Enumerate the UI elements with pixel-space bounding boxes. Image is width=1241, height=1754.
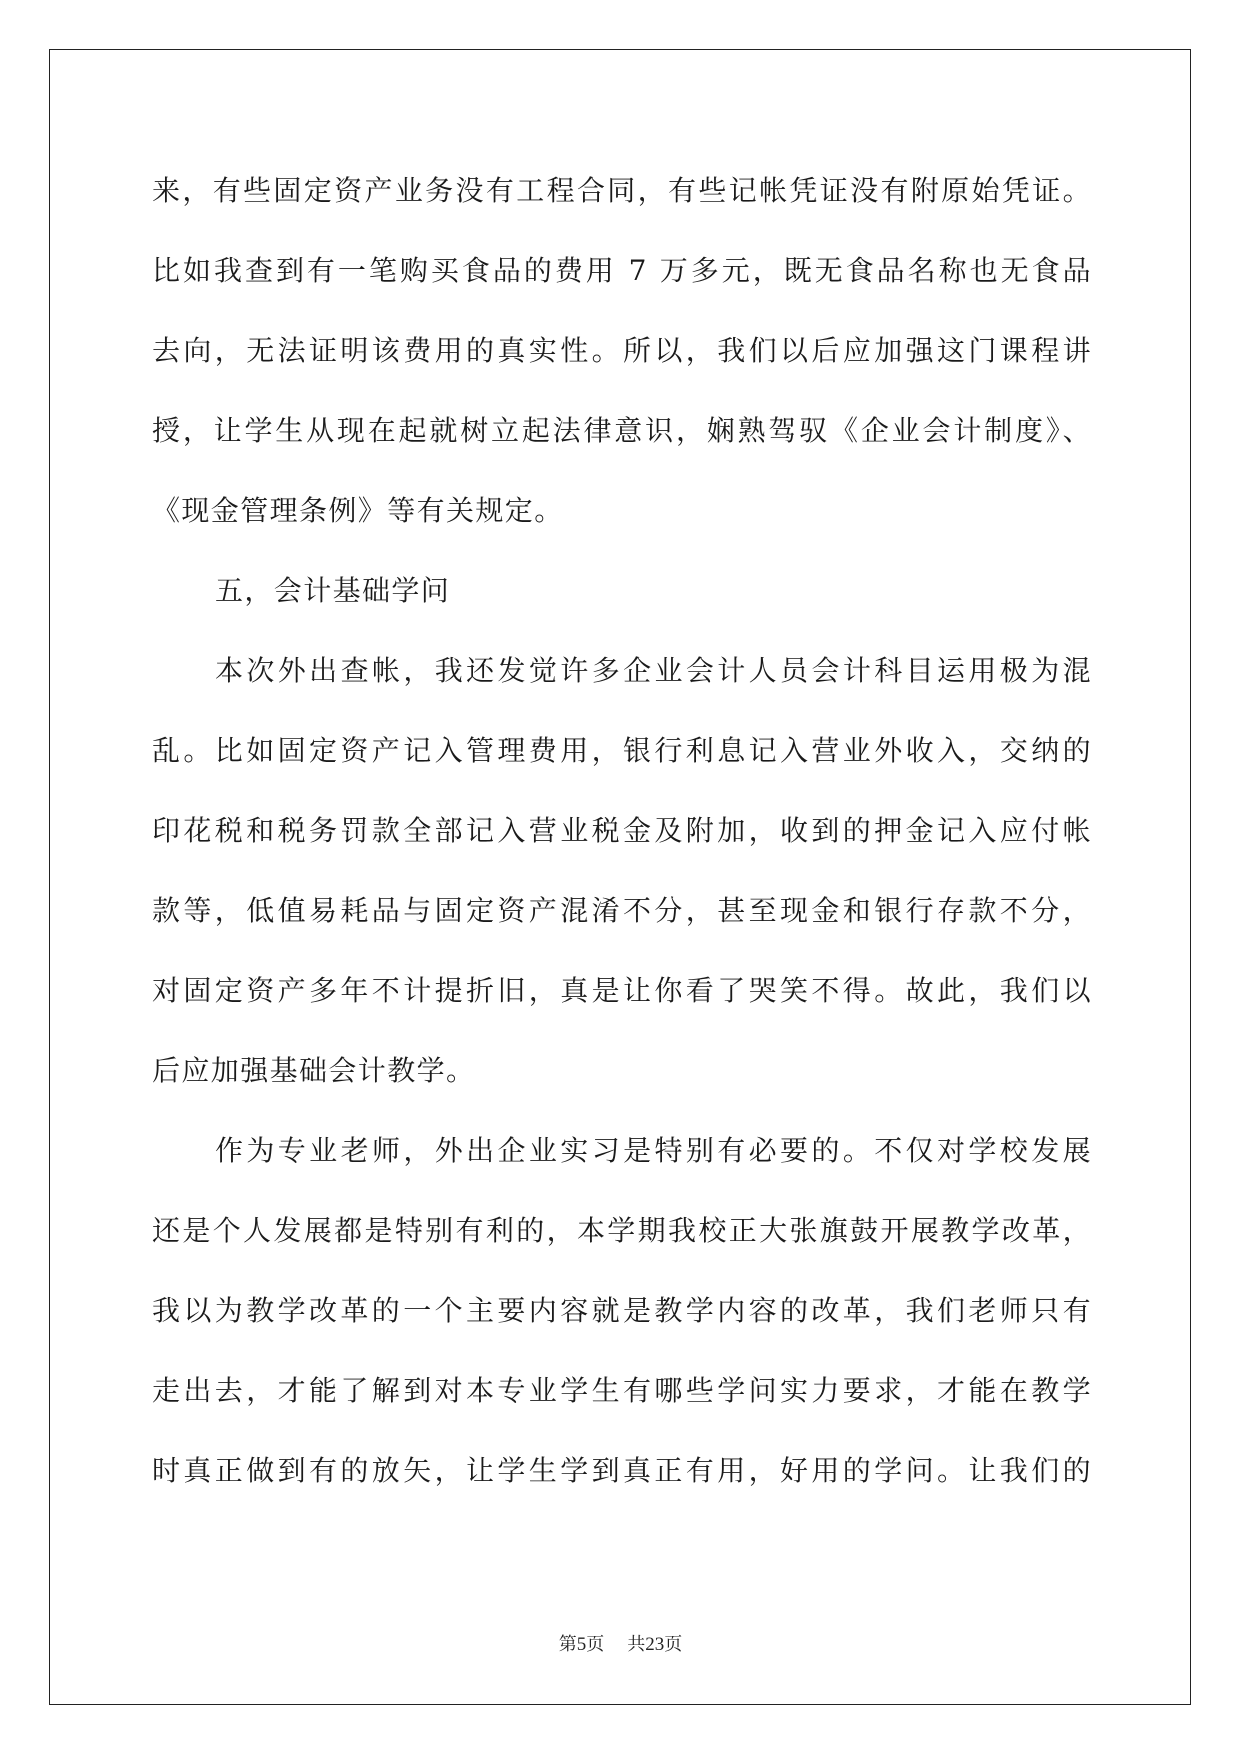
page-prefix: 第 [558,1634,577,1655]
text-line: 比如我查到有一笔购买食品的费用 7 万多元，既无食品名称也无食品 [152,254,1092,287]
text-line: 本次外出查帐，我还发觉许多企业会计人员会计科目运用极为混 [215,654,1092,687]
text-line: 《现金管理条例》等有关规定。 [152,494,564,527]
text-line: 乱。比如固定资产记入管理费用，银行利息记入营业外收入，交纳的 [152,734,1092,767]
text-line: 作为专业老师，外出企业实习是特别有必要的。不仅对学校发展 [215,1134,1092,1167]
total-prefix: 共 [627,1634,646,1655]
text-line: 还是个人发展都是特别有利的，本学期我校正大张旗鼓开展教学改革， [152,1214,1092,1247]
text-line: 时真正做到有的放矢，让学生学到真正有用，好用的学问。让我们的 [152,1454,1092,1487]
page-suffix: 页 [586,1634,605,1655]
text-line: 我以为教学改革的一个主要内容就是教学内容的改革，我们老师只有 [152,1294,1092,1327]
section-heading: 五，会计基础学问 [215,574,451,607]
page-footer [0,1633,1241,1657]
text-line: 来，有些固定资产业务没有工程合同，有些记帐凭证没有附原始凭证。 [152,174,1092,207]
text-line: 去向，无法证明该费用的真实性。所以，我们以后应加强这门课程讲 [152,334,1092,367]
text-line: 印花税和税务罚款全部记入营业税金及附加，收到的押金记入应付帐 [152,814,1092,847]
total-suffix: 页 [664,1634,683,1655]
text-line: 后应加强基础会计教学。 [152,1054,476,1087]
total-pages: 23 [645,1634,665,1655]
text-line: 款等，低值易耗品与固定资产混淆不分，甚至现金和银行存款不分， [152,894,1092,927]
page-number: 5 [576,1634,587,1655]
text-line: 对固定资产多年不计提折旧，真是让你看了哭笑不得。故此，我们以 [152,974,1092,1007]
text-line: 走出去，才能了解到对本专业学生有哪些学问实力要求，才能在教学 [152,1374,1092,1407]
text-line: 授，让学生从现在起就树立起法律意识，娴熟驾驭《企业会计制度》、 [152,414,1092,447]
